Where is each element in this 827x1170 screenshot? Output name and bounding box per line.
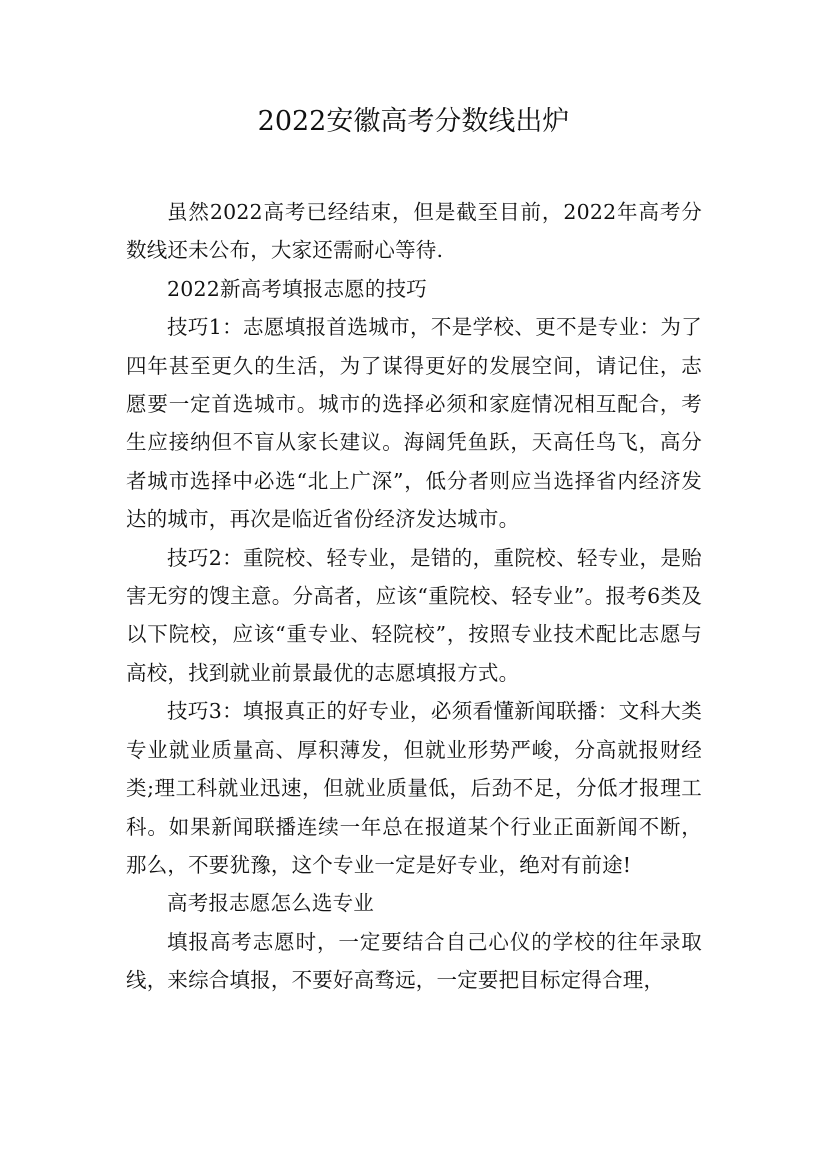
document-title: 2022安徽高考分数线出炉	[257, 106, 570, 137]
paragraph-heading-tips: 2022新高考填报志愿的技巧	[167, 276, 427, 301]
document-body	[126, 193, 702, 1000]
paragraph-intro: 虽然2022高考已经结束，但是截至目前，2022年高考分数线还未公布，大家还需耐心等待.	[126, 200, 702, 263]
paragraph-major-advice: 填报高考志愿时，一定要结合自己心仪的学校的往年录取线，来综合填报，不要好高骛远，一定要把目标定得合理，	[126, 929, 702, 993]
paragraph-tip-3: 技巧3：填报真正的好专业，必须看懂新闻联播：文科大类专业就业质量高、厚积薄发，但就业形势严峻，分高就报财经类;理工科就业迅速，但就业质量低，后劲不足，分低才报理工科。如果新闻联播连续一年总在报道某个行业正面新闻不断，那么，不要犹豫，这个专业一定是好专业，绝对有前途!	[126, 699, 702, 877]
paragraph-tip-2: 技巧2：重院校、轻专业，是错的，重院校、轻专业，是贻害无穷的馊主意。分高者，应该“重院校、轻专业”。报考6类及以下院校，应该“重专业、轻院校”，按照专业技术配比志愿与高校，找到就业前景最优的志愿填报方式。	[126, 545, 702, 685]
paragraph-tip-1: 技巧1：志愿填报首选城市，不是学校、更不是专业：为了四年甚至更久的生活，为了谋得更好的发展空间，请记住，志愿要一定首选城市。城市的选择必须和家庭情况相互配合，考生应接纳但不盲从家长建议。海阔凭鱼跃，天高任鸟飞，高分者城市选择中必选“北上广深”，低分者则应当选择省内经济发达的城市，再次是临近省份经济发达城市。	[126, 315, 702, 532]
paragraph-heading-major: 高考报志愿怎么选专业	[167, 891, 374, 916]
